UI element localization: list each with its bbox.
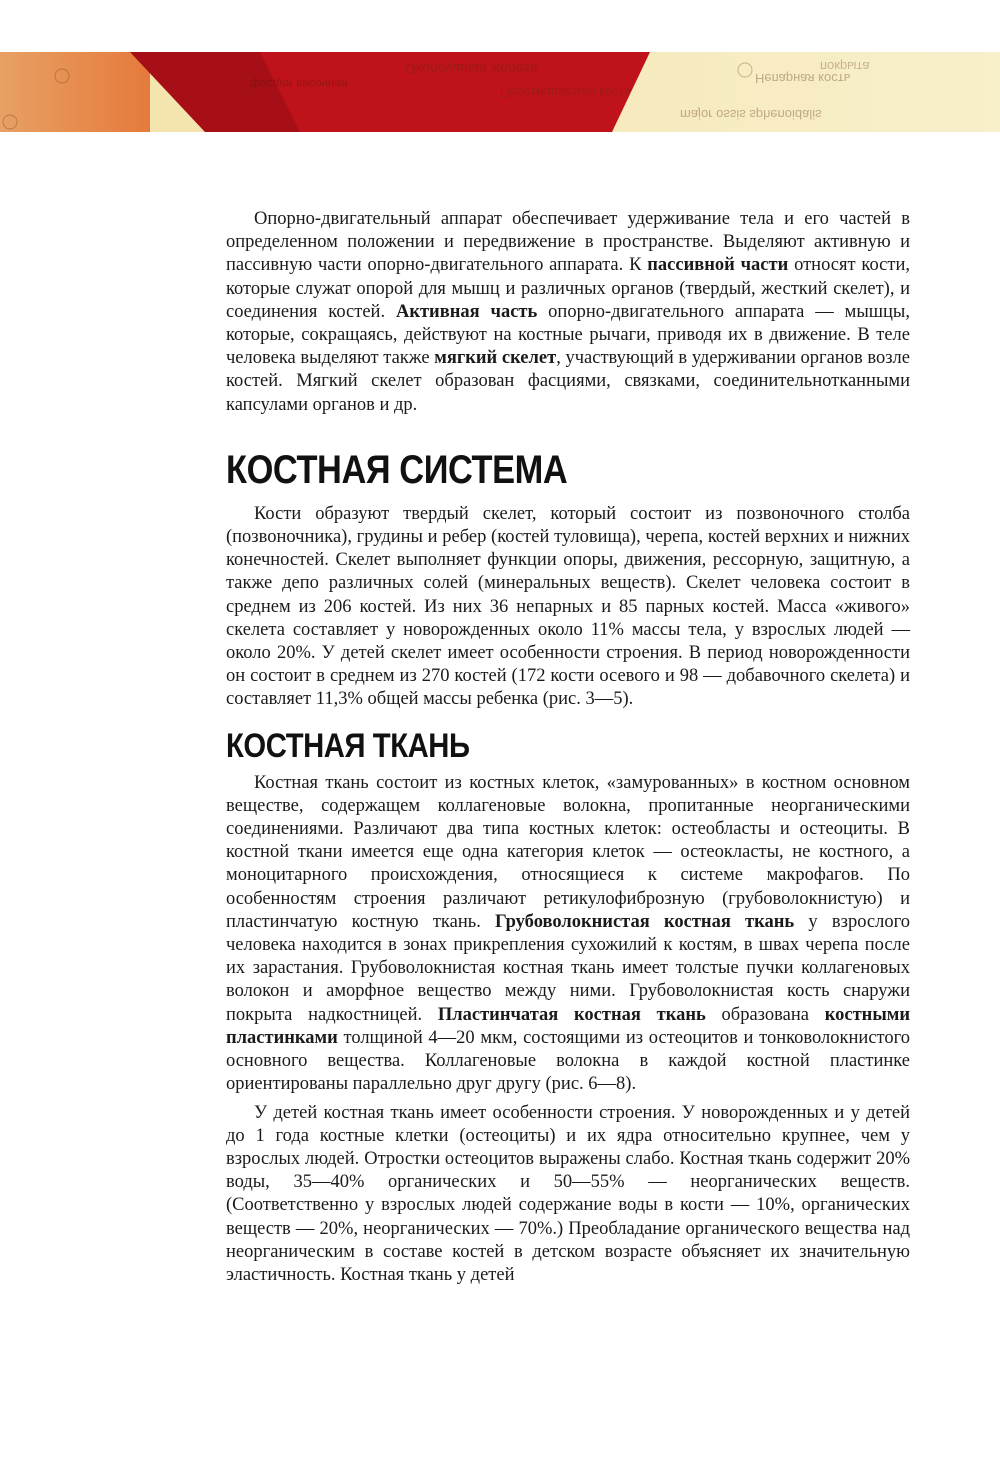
bone-system-paragraph: Кости образуют твердый скелет, который состоит из позвоночного столба (позвоночника), грудины и ребер (костей туловища), черепа, костей верхних и нижних конечностей. Скелет выполняет функции опоры, движения, рессорную, защитную, а также депо различных солей (минеральных веществ). Скелет человека состоит в среднем из 206 костей. Из них 36 непарных и 85 парных костей. Масса «живого» скелета составляет у новорожденных около 11% массы тела, у взрослых людей — около 20%. У детей скелет имеет особенности строения. В период новорожденности он состоит в среднем из 270 костей (172 кости осевого и 98 — добавочного скелета) и составляет 11,3% общей массы ребенка (рис. 3—5).: [226, 503, 910, 710]
banner-faded-text-1: Околоушная железа: [405, 61, 538, 77]
text-run: у взрослого человека находится в зонах прикрепления сухожилий к костям, в швах черепа после их зарастания. Грубоволокнистая костная ткань имеет толстые пучки коллагеновых волокон и аморфное вещество между ними. Грубоволокнистая кость снаружи покрыта надкостницей.: [226, 911, 910, 1025]
term-lamellar-tissue: Пластинчатая костная ткань: [437, 1004, 706, 1025]
banner-faded-text-4: фасция височная: [250, 77, 348, 91]
banner-left-strip: [0, 52, 150, 132]
heading-bone-tissue: КОСТНАЯ ТКАНЬ: [226, 726, 470, 765]
term-coarse-fibrous-tissue: Грубоволокнистая костная ткань: [495, 911, 795, 932]
term-soft-skeleton: мягкий скелет: [434, 348, 557, 369]
banner-faded-text-5: major ossis sphenoidalis: [680, 107, 822, 122]
banner-faded-text-2: Непарная кость: [755, 71, 851, 86]
bone-tissue-paragraph-1: [226, 772, 910, 1097]
page-content: [226, 208, 910, 1287]
text-run: , участвующий в удерживании органов возле костей. Мягкий скелет образован фасциями, связками, соединительнотканными капсулами органов и др.: [226, 348, 911, 415]
bone-tissue-paragraph-2: У детей костная ткань имеет особенности строения. У новорожденных и у детей до 1 года костные клетки (остеоциты) и их ядра относительно крупнее, чем у взрослых людей. Отростки остеоцитов выражены слабо. Костная ткань содержит 20% воды, 35—40% органических и 50—55% — неорганических веществ. (Соответственно у взрослых людей содержание воды в кости — 10%, органических веществ — 20%, неорганических — 70%.) Преобладание органического вещества над неорганическим в составе костей в детском возрасте объясняет их значительную эластичность. Костная ткань у детей: [226, 1102, 910, 1285]
text-run: образована: [705, 1004, 825, 1025]
intro-paragraph: [226, 208, 910, 417]
header-banner: [0, 52, 1000, 132]
text-run: толщиной 4—20 мкм, состоящими из остеоцитов и тонковолокнистого основного вещества. Коллагеновые волокна в каждой костной пластинке ориентированы параллельно друг другу (рис. 6—8).: [226, 1027, 910, 1095]
text-run: относят кости, которые служат опорой для мышц и различных органов (твердый, жесткий скелет), и соединения костей.: [226, 255, 910, 322]
banner-faded-text-3: Перемещаемая кость: [500, 85, 632, 100]
term-active-part: Активная часть: [395, 301, 538, 322]
term-bone-lamellae: костными пластинками: [226, 1004, 911, 1048]
header-banner-graphic: [0, 52, 1000, 132]
banner-faded-text-6: покрыта: [820, 59, 870, 74]
heading-bone-system: КОСТНАЯ СИСТЕМА: [226, 447, 568, 492]
term-passive-part: пассивной части: [647, 255, 789, 276]
text-run: опорно-двигательного аппарата — мышцы, которые, сокращаясь, действуют на костные рычаги, приводя их в движение. В теле человека выделяют также: [226, 301, 910, 369]
text-run: Костная ткань состоит из костных клеток, «замурованных» в костном основном веществе, содержащем коллагеновые волокна, пропитанные неорганическими соединениями. Различают два типа костных клеток: остеобласты и остеоциты. В костной ткани имеется еще одна категория клеток — остеокласты, не костного, а моноцитарного происхождения, относящиеся к системе макрофагов. По особенностям строения различают ретикулофиброзную (грубоволокнистую) и пластинчатую костную ткань.: [226, 772, 910, 932]
text-run: Опорно-двигательный аппарат обеспечивает удерживание тела и его частей в определенном положении и передвижение в пространстве. Выделяют активную и пассивную части опорно-двигательного аппарата. К: [226, 209, 910, 276]
